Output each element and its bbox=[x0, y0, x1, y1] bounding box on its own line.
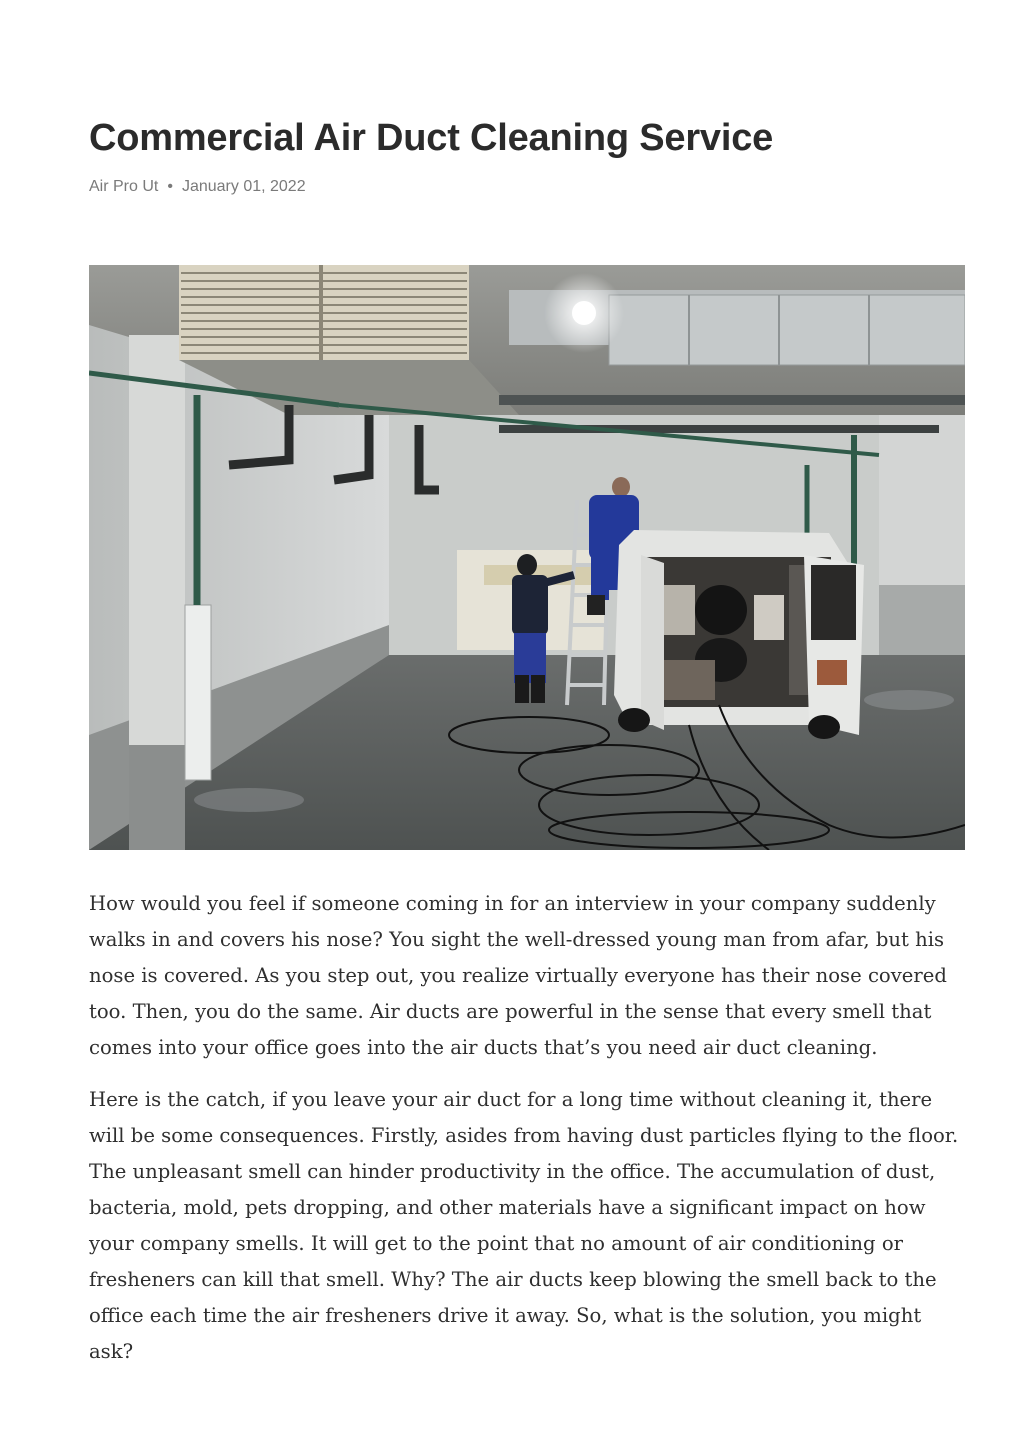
article-meta bbox=[89, 176, 306, 198]
hero-image bbox=[89, 265, 965, 850]
meta-separator: • bbox=[167, 178, 173, 195]
page-title: Commercial Air Duct Cleaning Service bbox=[89, 117, 774, 159]
paragraph: How would you feel if someone coming in for an interview in your company suddenly walks in and covers his nose? You sight the well-dressed young man from afar, but his nose is covered. As you step out, you realize virtually everyone has their nose covered too. Then, you do the same. Air ducts are powerful in the sense that every smell that comes into your office goes into the air ducts that’s you need air duct cleaning. bbox=[89, 892, 947, 1059]
article-body bbox=[89, 886, 965, 1386]
paragraph: Here is the catch, if you leave your air duct for a long time without cleaning it, there will be some consequences. Firstly, asides from having dust particles flying to the floor. The unpleasant smell can hinder productivity in the office. The accumulation of dust, bacteria, mold, pets dropping, and other materials have a significant impact on how your company smells. It will get to the point that no amount of air conditioning or fresheners can kill that smell. Why? The air ducts keep blowing the smell back to the office each time the air fresheners drive it away. So, what is the solution, you might ask? bbox=[89, 1088, 959, 1363]
author-name: Air Pro Ut bbox=[89, 178, 159, 195]
publish-date: January 01, 2022 bbox=[181, 178, 306, 195]
